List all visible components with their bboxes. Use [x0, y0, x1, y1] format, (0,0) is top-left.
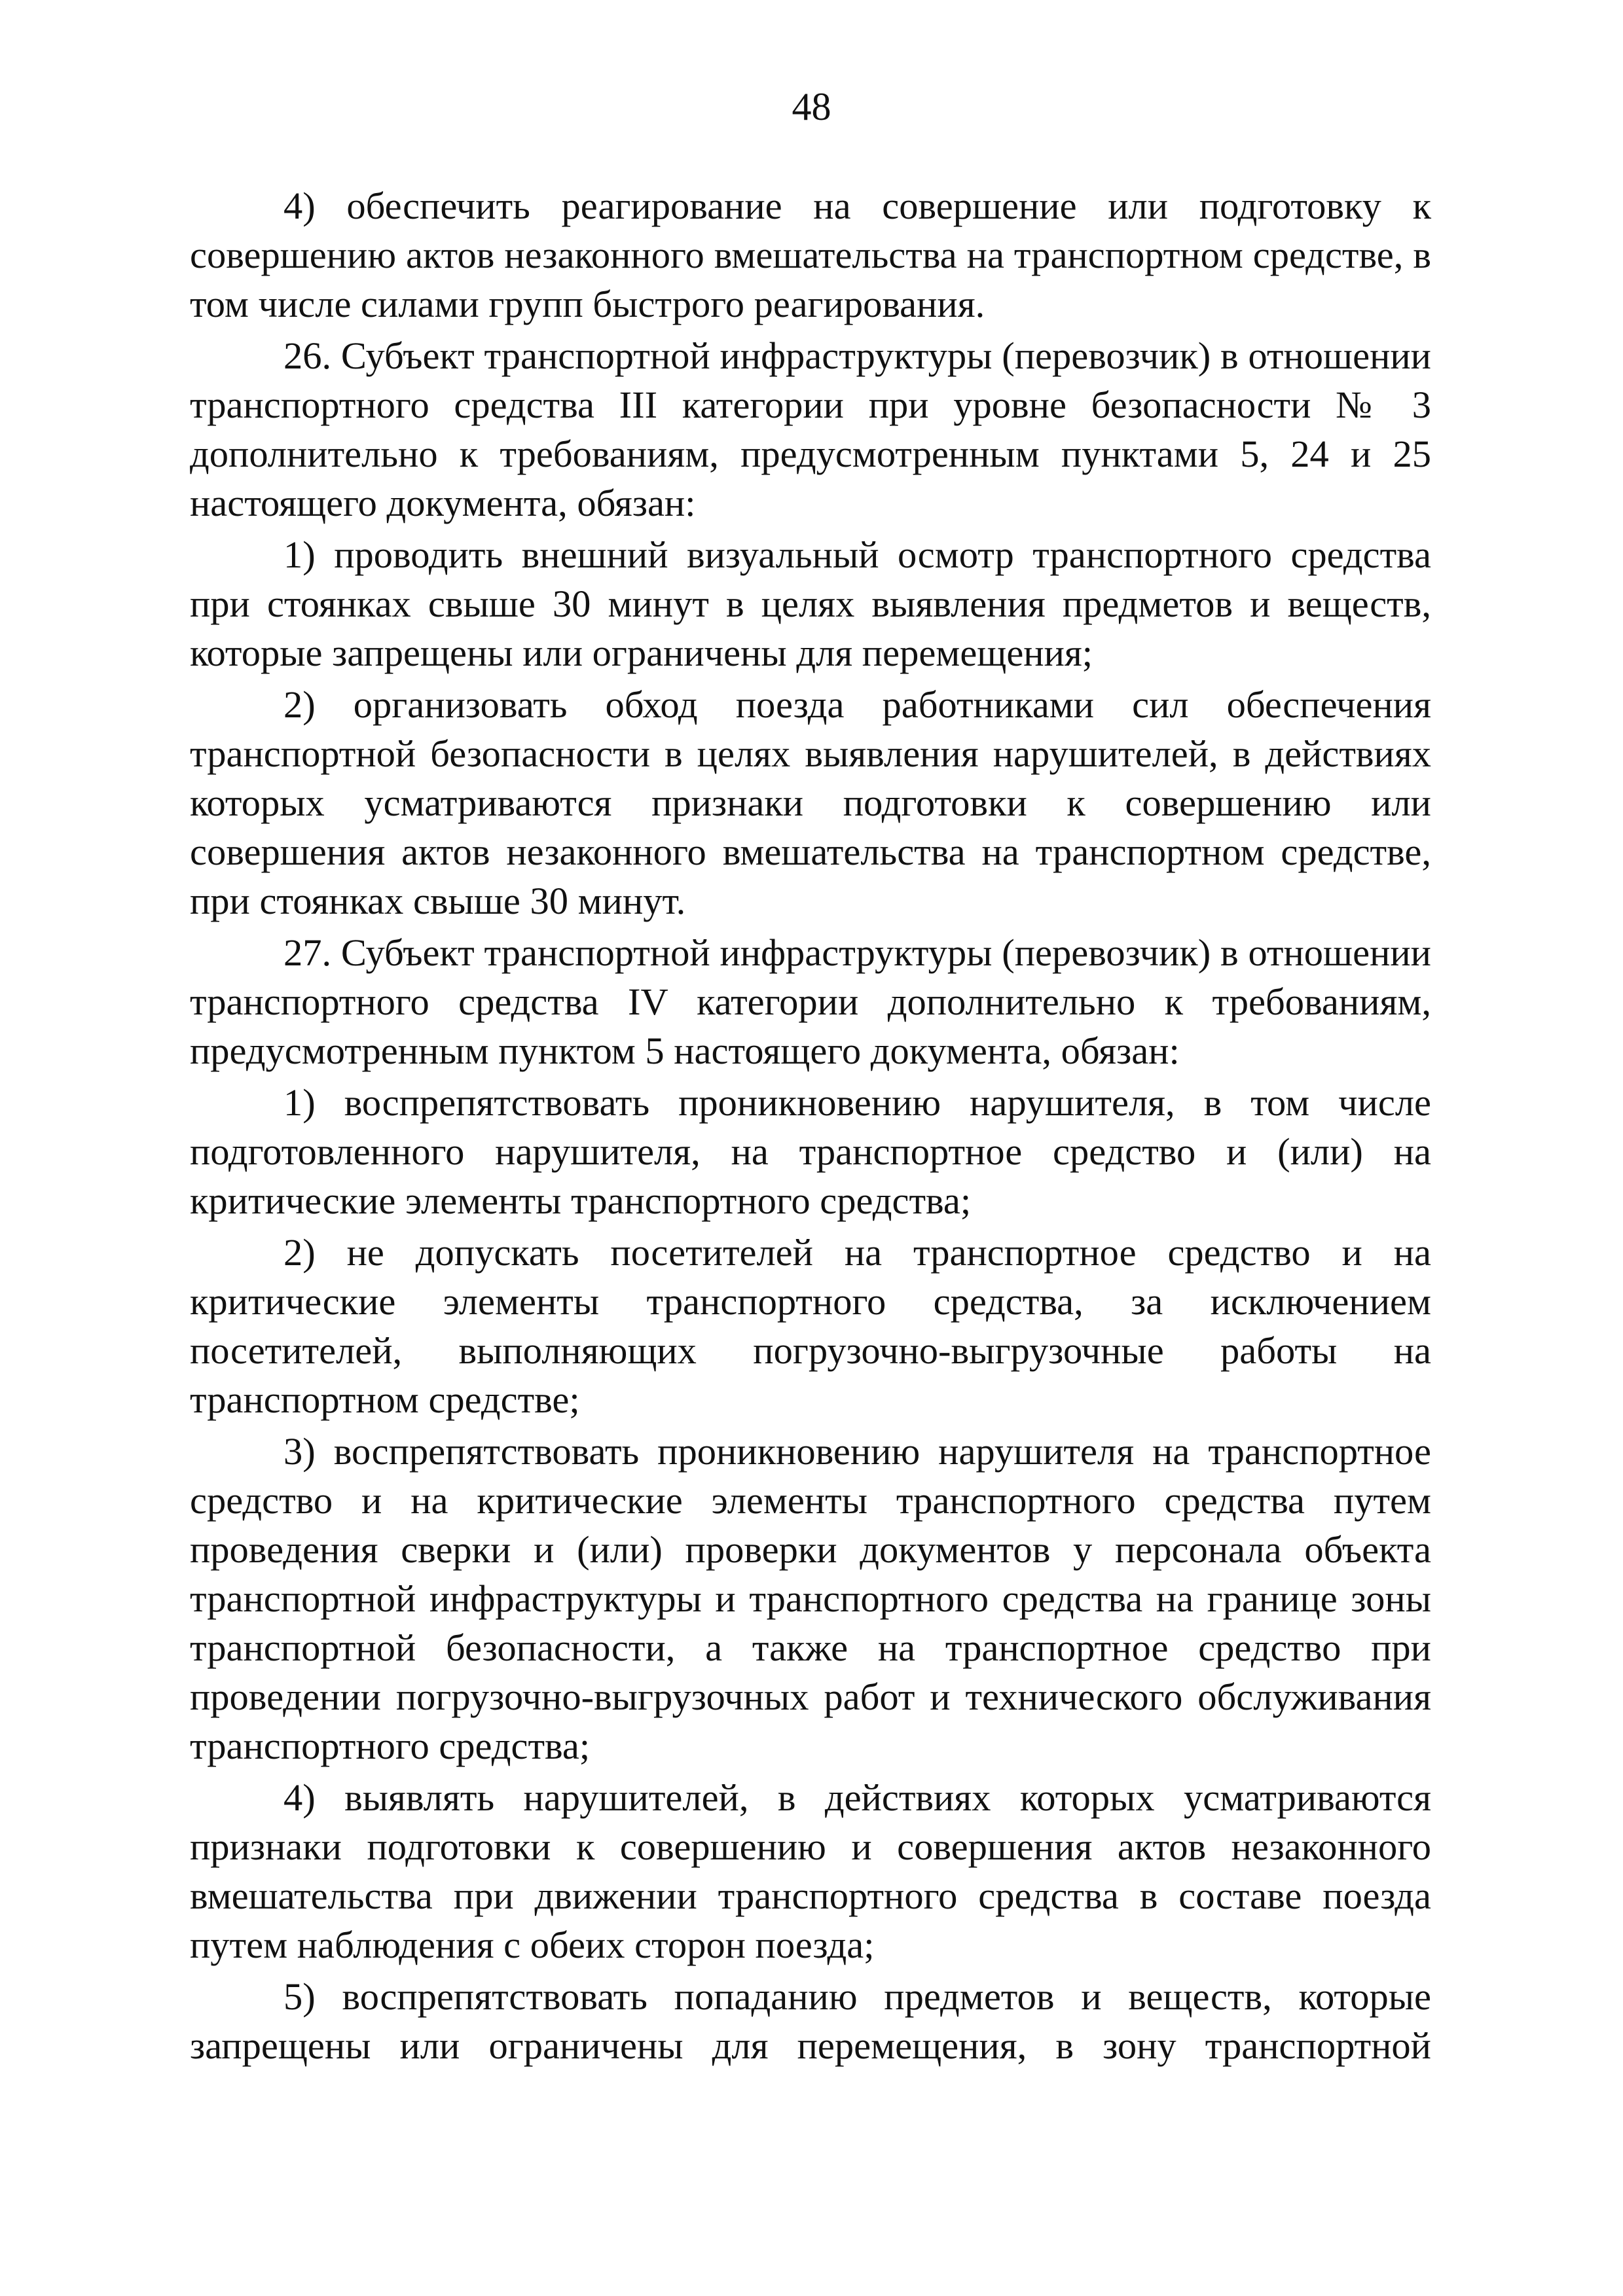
paragraph-27-item-4: 4) выявлять нарушителей, в действиях которых усматриваются признаки подготовки к совершению и совершения актов незаконного вмешательства при движении транспортного средства в составе поезда путем наблюдения с обеих сторон поезда; — [190, 1776, 1431, 1966]
document-body — [190, 181, 1431, 2070]
paragraph-26-item-1: 1) проводить внешний визуальный осмотр транспортного средства при стоянках свыше 30 минут в целях выявления предметов и веществ, которые запрещены или ограничены для перемещения; — [190, 533, 1431, 674]
paragraph-27-item-5: 5) воспрепятствовать попаданию предметов и веществ, которые запрещены или ограничены для перемещения, в зону транспортной — [190, 1975, 1431, 2067]
page-number: 48 — [792, 85, 831, 128]
paragraph-26-intro: 26. Субъект транспортной инфраструктуры (перевозчик) в отношении транспортного средства III категории при уровне безопасности № 3 дополнительно к требованиям, предусмотренным пунктами 5, 24 и 25 настоящего документа, обязан: — [190, 334, 1431, 524]
paragraph-26-item-2: 2) организовать обход поезда работниками сил обеспечения транспортной безопасности в целях выявления нарушителей, в действиях которых усматриваются признаки подготовки к совершению или совершения актов незаконного вмешательства на транспортном средстве, при стоянках свыше 30 минут. — [190, 683, 1431, 922]
paragraph-27-item-2: 2) не допускать посетителей на транспортное средство и на критические элементы транспортного средства, за исключением посетителей, выполняющих погрузочно-выгрузочные работы на транспортном средстве; — [190, 1231, 1431, 1421]
paragraph-25-item-4: 4) обеспечить реагирование на совершение или подготовку к совершению актов незаконного вмешательства на транспортном средстве, в том числе силами групп быстрого реагирования. — [190, 185, 1431, 325]
paragraph-27-item-3: 3) воспрепятствовать проникновению нарушителя на транспортное средство и на критические элементы транспортного средства путем проведения сверки и (или) проверки документов у персонала объекта транспортной инфраструктуры и транспортного средства на границе зоны транспортной безопасности, а также на транспортное средство при проведении погрузочно-выгрузочных работ и технического обслуживания транспортного средства; — [190, 1430, 1431, 1767]
paragraph-27-item-1: 1) воспрепятствовать проникновению нарушителя, в том числе подготовленного нарушителя, на транспортное средство и (или) на критические элементы транспортного средства; — [190, 1081, 1431, 1222]
paragraph-27-intro: 27. Субъект транспортной инфраструктуры (перевозчик) в отношении транспортного средства IV категории дополнительно к требованиям, предусмотренным пунктом 5 настоящего документа, обязан: — [190, 931, 1431, 1072]
